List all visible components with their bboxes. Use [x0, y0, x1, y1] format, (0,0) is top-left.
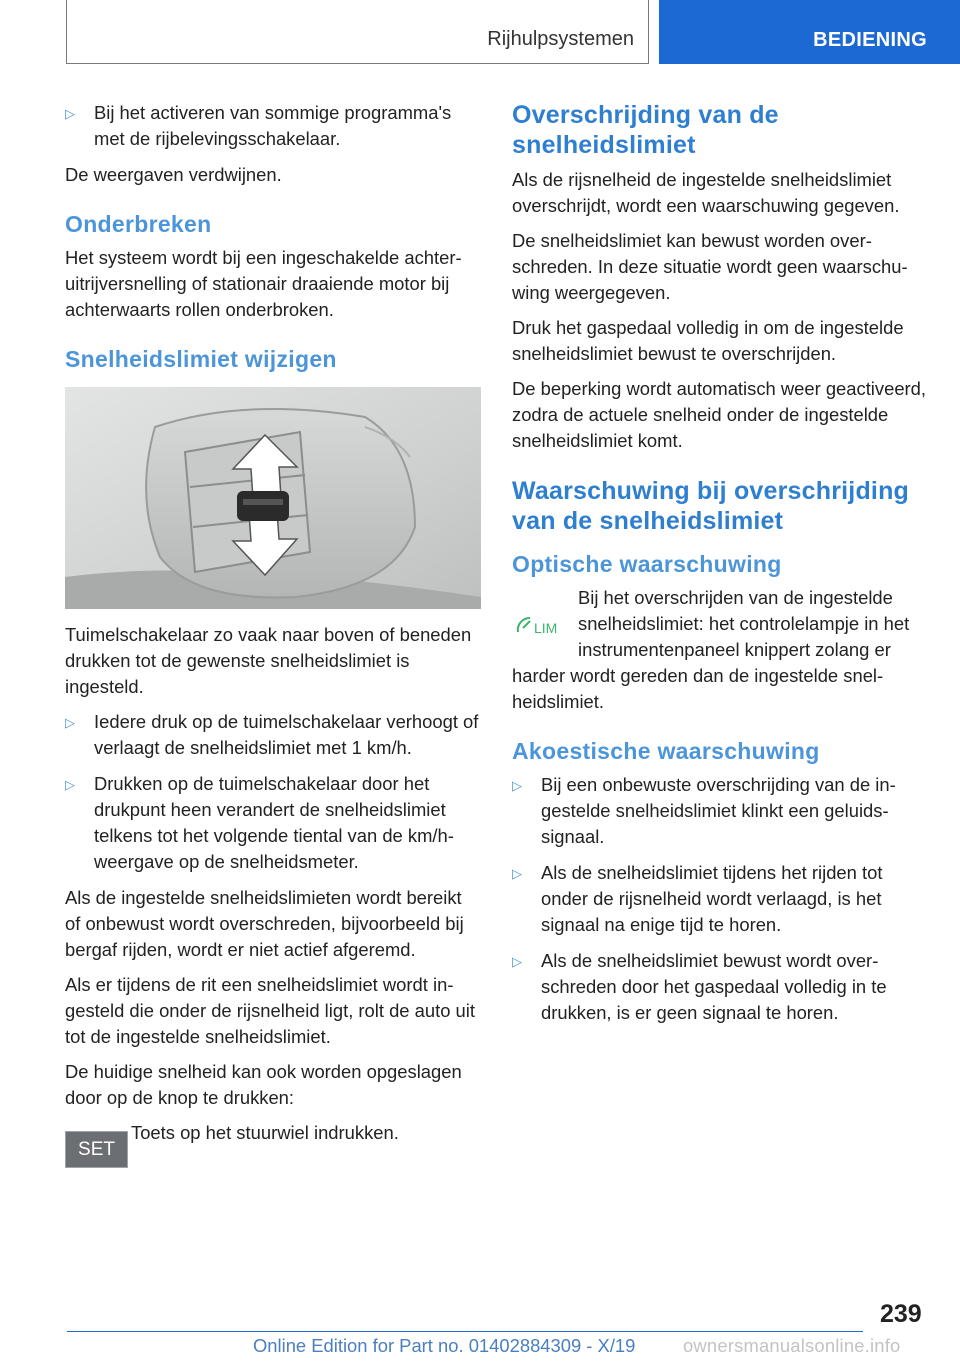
lim-indicator-row [512, 585, 926, 663]
triangle-right-icon: ▷ [65, 106, 75, 121]
paragraph: Als de rijsnelheid de ingestelde snelheidslimiet overschrijdt, wordt een waarschuwing gegeven. [512, 169, 900, 216]
paragraph: De snelheidslimiet kan bewust worden overschreden. In deze situatie wordt geen waarschuwing weergegeven. [512, 230, 908, 303]
list-item: ▷ Bij het activeren van sommige programma's met de rijbelevingsschakelaar. [65, 102, 452, 149]
heading-waarschuwing: Waarschuwing bij overschrijding van de snelheidslimiet [512, 477, 910, 535]
bullet-list-tuimel [65, 709, 481, 875]
paragraph: harder wordt gereden dan de ingestelde snelheidslimiet. [512, 665, 884, 712]
paragraph: De beperking wordt automatisch weer geactiveerd, zodra de actuele snelheid onder de ingestelde snelheidslimiet komt. [512, 378, 927, 451]
section-title: Rijhulpsystemen [487, 28, 634, 50]
bullet-list-top [65, 100, 481, 152]
triangle-right-icon: ▷ [65, 715, 75, 730]
left-column [65, 100, 481, 1160]
heading-onderbreken: Onderbreken [65, 211, 212, 237]
triangle-right-icon: ▷ [65, 777, 75, 792]
paragraph: Als de ingestelde snelheidslimieten wordt bereikt of onbewust wordt overschreden, bijvoorbeeld bij bergaf rijden, wordt er niet actief afgeremd. [65, 887, 464, 960]
paragraph: Tuimelschakelaar zo vaak naar boven of beneden drukken tot de gewenste snelheidslimiet is ingesteld. [65, 624, 472, 697]
bullet-list-akoestisch [512, 772, 926, 1026]
heading-overschrijding: Overschrijding van de snelheidslimiet [512, 101, 779, 159]
footer-divider [67, 1331, 863, 1332]
steering-wheel-rocker-switch-image [65, 387, 481, 609]
triangle-right-icon: ▷ [512, 778, 522, 793]
list-item: ▷ Als de snelheidslimiet tijdens het rijden tot onder de rijsnelheid wordt verlaagd, is het signaal na enige tijd te horen. [512, 862, 883, 935]
paragraph: Bij het overschrijden van de ingestelde snelheidslimiet: het controlelampje in het instrumentenpaneel knippert zolang er [578, 587, 910, 660]
section-tab [66, 0, 649, 64]
paragraph: Als er tijdens de rit een snelheidslimiet wordt ingesteld die onder de rijsnelheid ligt, rolt de auto uit tot de ingestelde snelheidslimiet. [65, 974, 475, 1047]
heading-optische-waarschuwing: Optische waarschuwing [512, 551, 782, 577]
list-item: ▷ Drukken op de tuimelschakelaar door het drukpunt heen verandert de snelheidslimiet telkens tot het volgende tiental van de km/h-weergave op de snelheidsmeter. [65, 773, 454, 872]
list-item: ▷ Bij een onbewuste overschrijding van de ingestelde snelheidslimiet klinkt een geluidssignaal. [512, 774, 896, 847]
page-number: 239 [880, 1300, 922, 1328]
triangle-right-icon: ▷ [512, 866, 522, 881]
page-header [0, 0, 960, 66]
footer-edition: Online Edition for Part no. 01402884309 - X/19 [253, 1335, 636, 1356]
paragraph: Het systeem wordt bij een ingeschakelde achteruitrijversnelling of stationair draaiende motor bij achterwaarts rollen onderbroken. [65, 247, 462, 320]
paragraph: Druk het gaspedaal volledig in om de ingestelde snelheidslimiet bewust te overschrijden. [512, 317, 904, 364]
paragraph: Toets op het stuurwiel indrukken. [131, 1122, 399, 1143]
footer-watermark: ownersmanualsonline.info [683, 1335, 901, 1356]
paragraph: De weergaven verdwijnen. [65, 164, 282, 185]
heading-snelheidslimiet-wijzigen: Snelheidslimiet wijzigen [65, 346, 337, 372]
triangle-right-icon: ▷ [512, 954, 522, 969]
paragraph: De huidige snelheid kan ook worden opgeslagen door op de knop te drukken: [65, 1061, 462, 1108]
list-item: ▷ Iedere druk op de tuimelschakelaar verhoogt of verlaagt de snelheidslimiet met 1 km/h. [65, 711, 479, 758]
steering-wheel-illustration [65, 387, 481, 609]
set-button-icon: SET [65, 1131, 128, 1168]
list-item: ▷ Als de snelheidslimiet bewust wordt overschreden door het gaspedaal volledig in te drukken, is er geen signaal te horen. [512, 950, 887, 1023]
heading-akoestische-waarschuwing: Akoestische waarschuwing [512, 738, 820, 764]
right-column [512, 100, 926, 1036]
speed-limit-lim-icon [516, 613, 568, 635]
lim-label: LIM [534, 620, 558, 635]
set-button-row [65, 1120, 481, 1160]
chapter-tab [659, 0, 960, 64]
chapter-title: BEDIENING [813, 29, 927, 51]
